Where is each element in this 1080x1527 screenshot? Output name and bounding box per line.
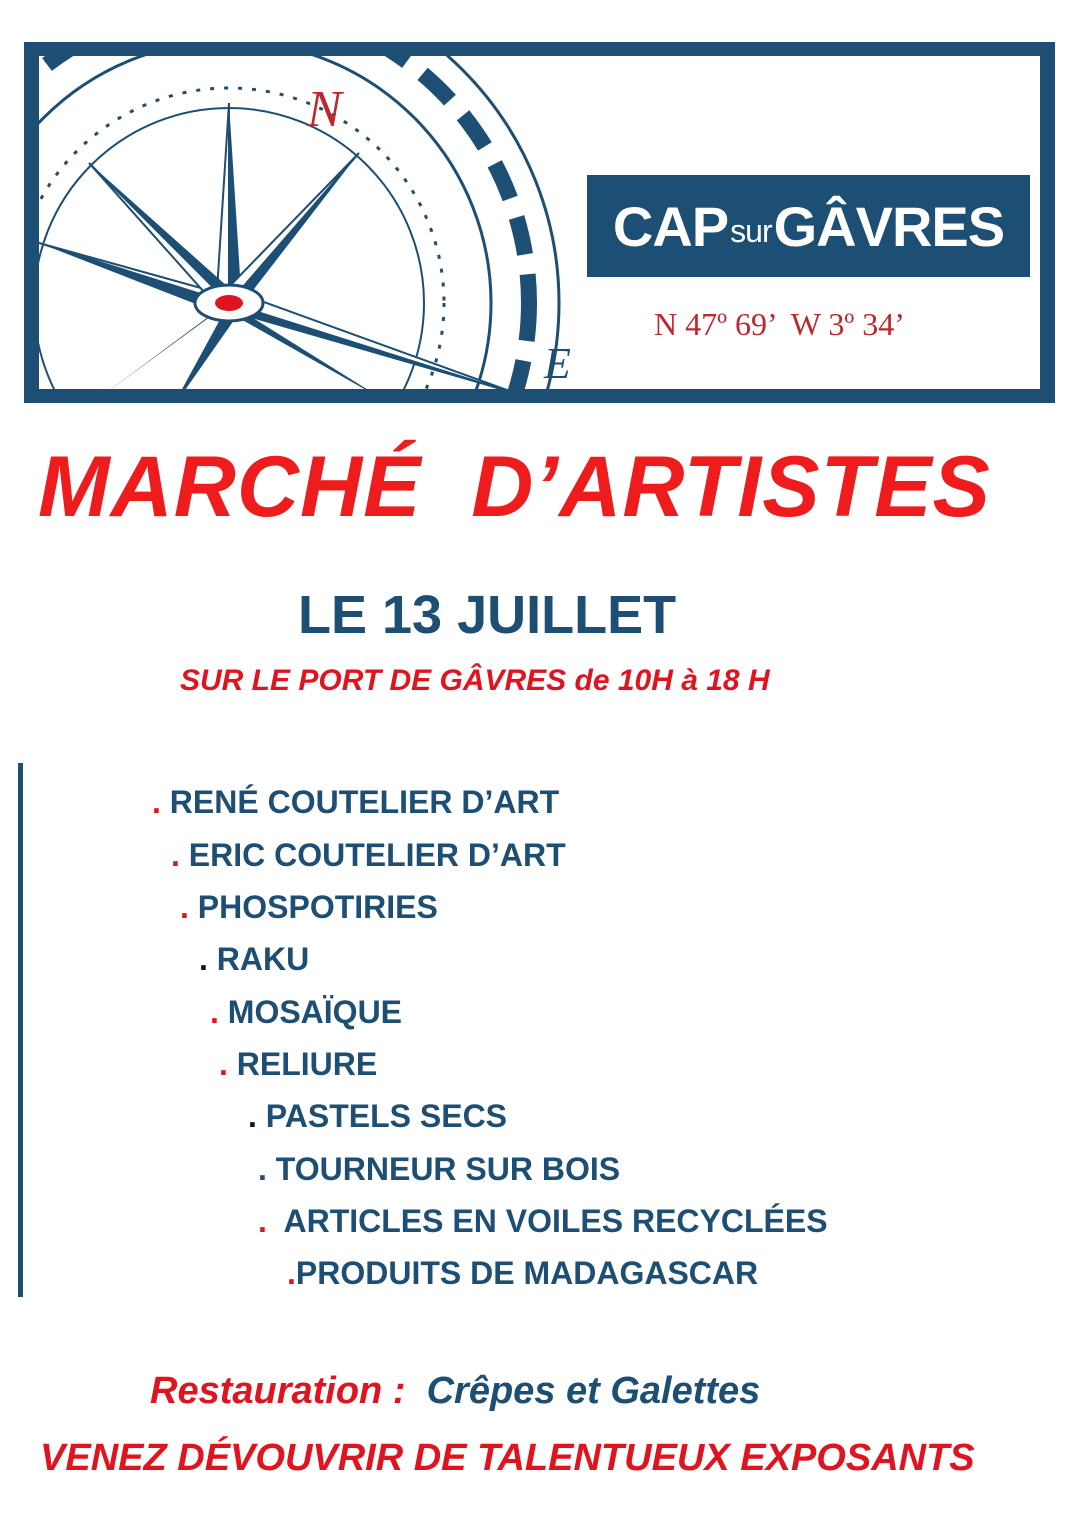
exhibitor-label: PHOSPOTIRIES [188,889,438,925]
header-banner [24,42,1055,403]
food-label: Restauration : [150,1370,427,1412]
exhibitor-label: TOURNEUR SUR BOIS [266,1151,621,1187]
tagline: VENEZ DÉVOUVRIR DE TALENTUEUX EXPOSANTS [40,1437,975,1479]
list-bullet: . [210,994,219,1030]
exhibitor-item [199,941,309,978]
list-bullet: . [248,1098,257,1134]
gps-coordinates: N 47º 69’ W 3º 34’ [654,306,905,342]
exhibitor-label: RELIURE [227,1046,378,1082]
exhibitor-label: ERIC COUTELIER D’ART [179,837,566,873]
food-value: Crêpes et Galettes [426,1370,761,1412]
exhibitor-item [171,837,566,874]
list-bullet: . [258,1151,267,1187]
exhibitor-label: ARTICLES EN VOILES RECYCLÉES [266,1203,828,1239]
list-divider [18,763,23,1297]
exhibitor-label: RAKU [207,941,310,977]
list-bullet: . [199,941,208,977]
brand-sur: sur [730,212,772,249]
brand-gavres: GÂVRES [773,194,1005,258]
exhibitor-label: PASTELS SECS [256,1098,508,1134]
event-title: MARCHÉ D’ARTISTES [38,439,991,535]
exhibitor-label: MOSAÏQUE [218,994,403,1030]
exhibitor-item [258,1151,620,1188]
exhibitor-label: PRODUITS DE MADAGASCAR [295,1255,759,1291]
event-location: SUR LE PORT DE GÂVRES de 10H à 18 H [180,664,770,697]
compass-letter-n: N [307,81,342,138]
list-bullet: . [152,784,161,820]
exhibitor-label: RENÉ COUTELIER D’ART [160,784,560,820]
exhibitor-item [152,784,559,821]
exhibitor-item [258,1203,828,1240]
compass-letter-e: E [544,339,571,388]
exhibitor-item [248,1098,507,1135]
brand-logo [587,175,1030,277]
list-bullet: . [258,1203,267,1239]
exhibitor-item [287,1255,758,1292]
exhibitor-item [210,994,402,1031]
list-bullet: . [171,837,180,873]
list-bullet: . [180,889,189,925]
event-date: LE 13 JUILLET [298,585,677,645]
list-bullet: . [287,1255,296,1291]
exhibitor-item [219,1046,377,1083]
brand-cap: CAP [612,194,729,258]
food-line [150,1370,760,1413]
header-inner [39,56,1040,389]
list-bullet: . [219,1046,228,1082]
exhibitor-item [180,889,438,926]
